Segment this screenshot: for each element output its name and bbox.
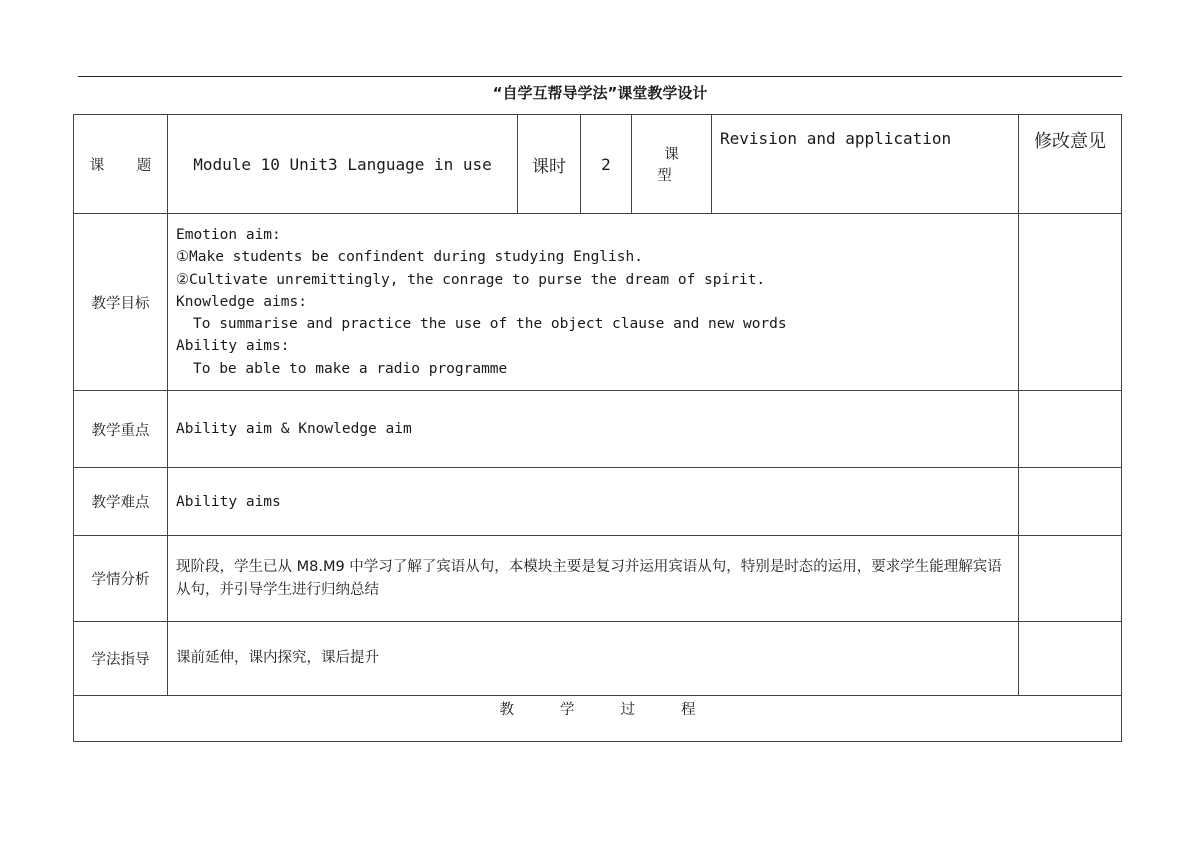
process-char: 教 (499, 702, 514, 718)
objectives-line: To be able to make a radio programme (193, 360, 508, 377)
analysis-revision-cell (1019, 536, 1122, 622)
objectives-line: Ability aims: (176, 338, 290, 355)
topic-value: Module 10 Unit3 Language in use (168, 115, 518, 214)
top-rule (78, 76, 1122, 77)
method-revision-cell (1019, 622, 1122, 696)
objectives-label: 教学目标 (74, 214, 168, 391)
lesson-plan-table (73, 114, 1122, 742)
analysis-row (74, 536, 1122, 622)
objectives-line: Knowledge aims: (176, 293, 307, 310)
key-points-revision-cell (1019, 391, 1122, 468)
objectives-row (74, 214, 1122, 391)
objectives-content (168, 214, 1019, 391)
process-heading (74, 696, 1122, 742)
type-label: 课 型 (632, 115, 712, 214)
method-value: 课前延伸，课内探究，课后提升 (168, 622, 1019, 696)
analysis-value: 现阶段，学生已从 M8.M9 中学习了解了宾语从句，本模块主要是复习并运用宾语从句，特别是时态的运用，要求学生能理解宾语从句，并引导学生进行归纳总结 (168, 536, 1019, 622)
difficulties-revision-cell (1019, 468, 1122, 536)
analysis-label: 学情分析 (74, 536, 168, 622)
objectives-line: ①Make students be confindent during studying English. (176, 249, 643, 266)
topic-label: 课 题 (74, 115, 168, 214)
hours-label: 课时 (518, 115, 581, 214)
objectives-line: ②Cultivate unremittingly, the conrage to purse the dream of spirit. (176, 271, 766, 288)
document-title: “自学互帮导学法”课堂教学设计 (492, 84, 708, 102)
process-char: 学 (560, 702, 575, 718)
type-value: Revision and application (712, 115, 1019, 214)
header-row (74, 115, 1122, 214)
process-char: 过 (620, 702, 635, 718)
method-row (74, 622, 1122, 696)
objectives-line: Emotion aim: (176, 226, 281, 243)
objectives-revision-cell (1019, 214, 1122, 391)
difficulties-label: 教学难点 (74, 468, 168, 536)
objectives-line: To summarise and practice the use of the object clause and new words (193, 316, 787, 333)
key-points-value: Ability aim & Knowledge aim (168, 391, 1019, 468)
key-points-row (74, 391, 1122, 468)
difficulties-value: Ability aims (168, 468, 1019, 536)
key-points-label: 教学重点 (74, 391, 168, 468)
difficulties-row (74, 468, 1122, 536)
process-char: 程 (681, 702, 696, 718)
process-row (74, 696, 1122, 742)
hours-value: 2 (581, 115, 632, 214)
method-label: 学法指导 (74, 622, 168, 696)
revision-label: 修改意见 (1019, 115, 1122, 214)
